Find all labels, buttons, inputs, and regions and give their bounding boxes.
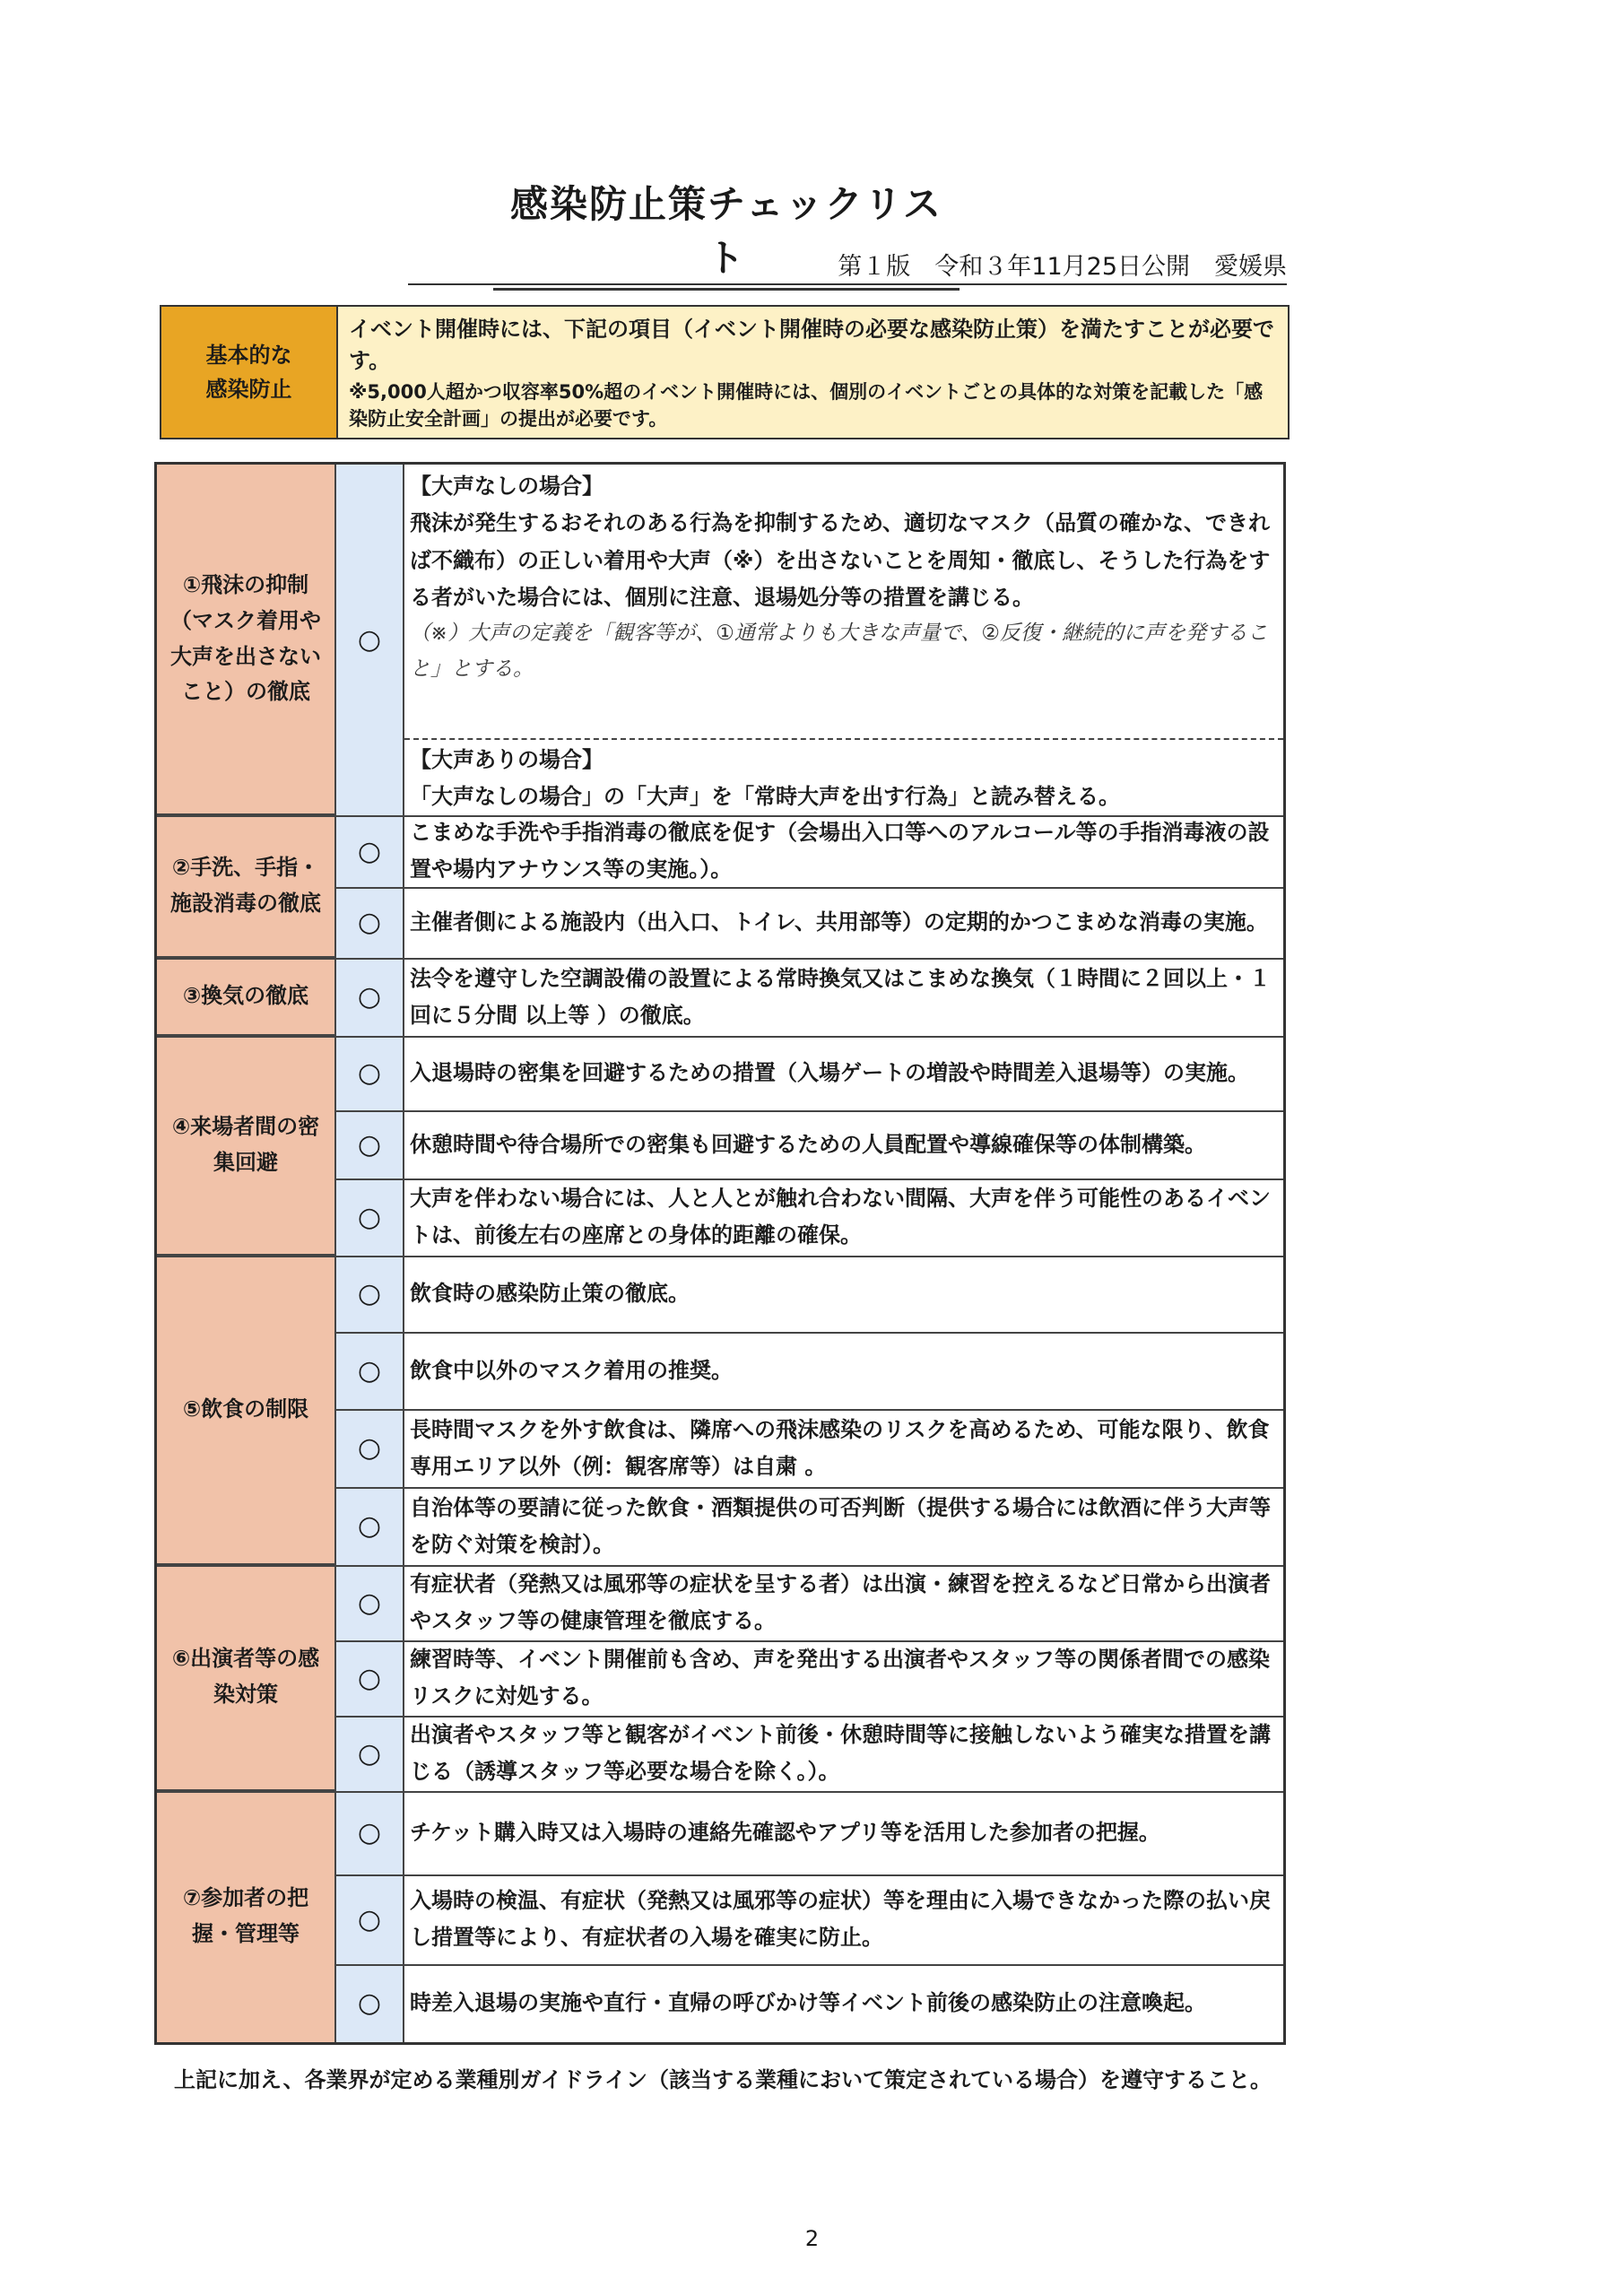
- category-6: ⑥出演者等の感 染対策: [157, 1565, 334, 1791]
- item-1-voice-body: 「大声なしの場合」の「大声」を「常時大声を出す行為」と読み替える。: [410, 784, 1120, 809]
- checklist-item: 自治体等の要請に従った飲食・酒類提供の可否判断（提供する場合には飲酒に伴う大声等を防ぐ対策を検討）。: [410, 1494, 1271, 1557]
- basic-label: 基本的な 感染防止: [161, 307, 338, 438]
- checklist-item: こまめな手洗や手指消毒の徹底を促す（会場出入口等へのアルコール等の手指消毒液の設置や場内アナウンス等の実施。）。: [410, 820, 1270, 882]
- check-mark[interactable]: ○: [357, 624, 382, 656]
- item-1-no-voice-body: 飛沫が発生するおそれのある行為を抑制するため、適切なマスク（品質の確かな、できれば不織布）の正しい着用や大声（※）を出さないことを周知・徹底し、そうした行為をする者がいた場合には、個別に注意、退場処分等の措置を講じる。: [410, 510, 1271, 610]
- checklist-item: 飲食時の感染防止策の徹底。: [410, 1281, 690, 1307]
- check-mark[interactable]: ○: [357, 1587, 382, 1619]
- checklist-item: 休憩時間や待合場所での密集も回避するための人員配置や導線確保等の体制構築。: [410, 1131, 1206, 1157]
- basic-body: [338, 307, 1288, 438]
- checklist-item: 飲食中以外のマスク着用の推奨。: [410, 1357, 733, 1383]
- checklist-item: 入場時の検温、有症状（発熱又は風邪等の症状）等を理由に入場できなかった際の払い戻し措置等により、有症状者の入場を確実に防止。: [410, 1888, 1271, 1950]
- item-1-divider: [404, 738, 1283, 740]
- check-mark[interactable]: ○: [357, 1817, 382, 1848]
- check-mark[interactable]: ○: [357, 1278, 382, 1309]
- item-1-voice-head: 【大声ありの場合】: [410, 747, 604, 773]
- item-1-no-voice-head: 【大声なしの場合】: [410, 474, 604, 499]
- checklist-item: 大声を伴わない場合には、人と人とが触れ合わない間隔、大声を伴う可能性のあるイベントは、前後左右の座席との身体的距離の確保。: [410, 1186, 1271, 1248]
- page-number: 2: [804, 2226, 820, 2251]
- check-mark[interactable]: ○: [357, 981, 382, 1013]
- check-mark[interactable]: ○: [357, 835, 382, 867]
- check-mark[interactable]: ○: [357, 1510, 382, 1542]
- checklist-item: 法令を遵守した空調設備の設置による常時換気又はこまめな換気（１時間に２回以上・１回に５分間 以上等 ）の徹底。: [410, 965, 1271, 1028]
- check-mark[interactable]: ○: [357, 1903, 382, 1935]
- checklist-table: [154, 462, 1286, 2045]
- item-1-block: [410, 468, 1278, 737]
- basic-main-text: イベント開催時には、下記の項目（イベント開催時の必要な感染防止策）を満たすことが必要です。: [349, 317, 1274, 373]
- check-mark[interactable]: ○: [357, 1354, 382, 1387]
- check-mark[interactable]: ○: [357, 1201, 382, 1233]
- checklist-item: 入退場時の密集を回避するための措置（入場ゲートの増設や時間差入退場等）の実施。: [410, 1060, 1249, 1086]
- item-1-voice-block: [410, 743, 1278, 814]
- basic-box: [160, 305, 1290, 439]
- checklist-item: 長時間マスクを外す飲食は、隣席への飛沫感染のリスクを高めるため、可能な限り、飲食専用エリア以外（例：観客席等）は自粛 。: [410, 1416, 1270, 1479]
- page-title: 感染防止策チェックリスト: [493, 175, 960, 291]
- check-mark[interactable]: ○: [357, 1987, 382, 2019]
- footer-note: 上記に加え、各業界が定める業種別ガイドライン（該当する業種において策定されている場合）を遵守すること。: [174, 2067, 1272, 2092]
- check-mark[interactable]: ○: [357, 1737, 382, 1770]
- category-1: ①飛沫の抑制 （マスク着用や 大声を出さない こと）の徹底: [157, 465, 334, 815]
- category-2: ②手洗、手指・ 施設消毒の徹底: [157, 815, 334, 958]
- checklist-item: 出演者やスタッフ等と観客がイベント前後・休憩時間等に接触しないよう確実な措置を講じる（誘導スタッフ等必要な場合を除く。）。: [410, 1722, 1271, 1784]
- category-7: ⑦参加者の把 握・管理等: [157, 1791, 334, 2042]
- check-mark[interactable]: ○: [357, 1128, 382, 1161]
- checklist-item: 練習時等、イベント開催前も含め、声を発出する出演者やスタッフ等の関係者間での感染リスクに対処する。: [410, 1647, 1271, 1709]
- checklist-item: 有症状者（発熱又は風邪等の症状を呈する者）は出演・練習を控えるなど日常から出演者やスタッフ等の健康管理を徹底する。: [410, 1571, 1271, 1633]
- check-mark[interactable]: ○: [357, 1432, 382, 1464]
- basic-note-text: ※5,000人超かつ収容率50%超のイベント開催時には、個別のイベントごとの具体的な対策を記載した「感染防止安全計画」の提出が必要です。: [349, 380, 1264, 430]
- category-5: ⑤飲食の制限: [157, 1256, 334, 1565]
- check-mark[interactable]: ○: [357, 1662, 382, 1694]
- checklist-item: 時差入退場の実施や直行・直帰の呼びかけ等イベント前後の感染防止の注意喚起。: [410, 1990, 1206, 2016]
- check-mark[interactable]: ○: [357, 1057, 382, 1089]
- checklist-item: チケット購入時又は入場時の連絡先確認やアプリ等を活用した参加者の把握。: [410, 1820, 1160, 1846]
- item-1-no-voice-note: （※）大声の定義を「観客等が、①通常よりも大きな声量で、②反復・継続的に声を発すること」とする。: [410, 622, 1269, 681]
- category-4: ④来場者間の密 集回避: [157, 1036, 334, 1256]
- version-line: 第１版 令和３年11月25日公開 愛媛県: [838, 253, 1287, 281]
- category-3: ③換気の徹底: [157, 958, 334, 1036]
- version-rule: [408, 283, 1287, 285]
- check-mark[interactable]: ○: [357, 907, 382, 938]
- checklist-item: 主催者側による施設内（出入口、トイレ、共用部等）の定期的かつこまめな消毒の実施。: [410, 909, 1268, 935]
